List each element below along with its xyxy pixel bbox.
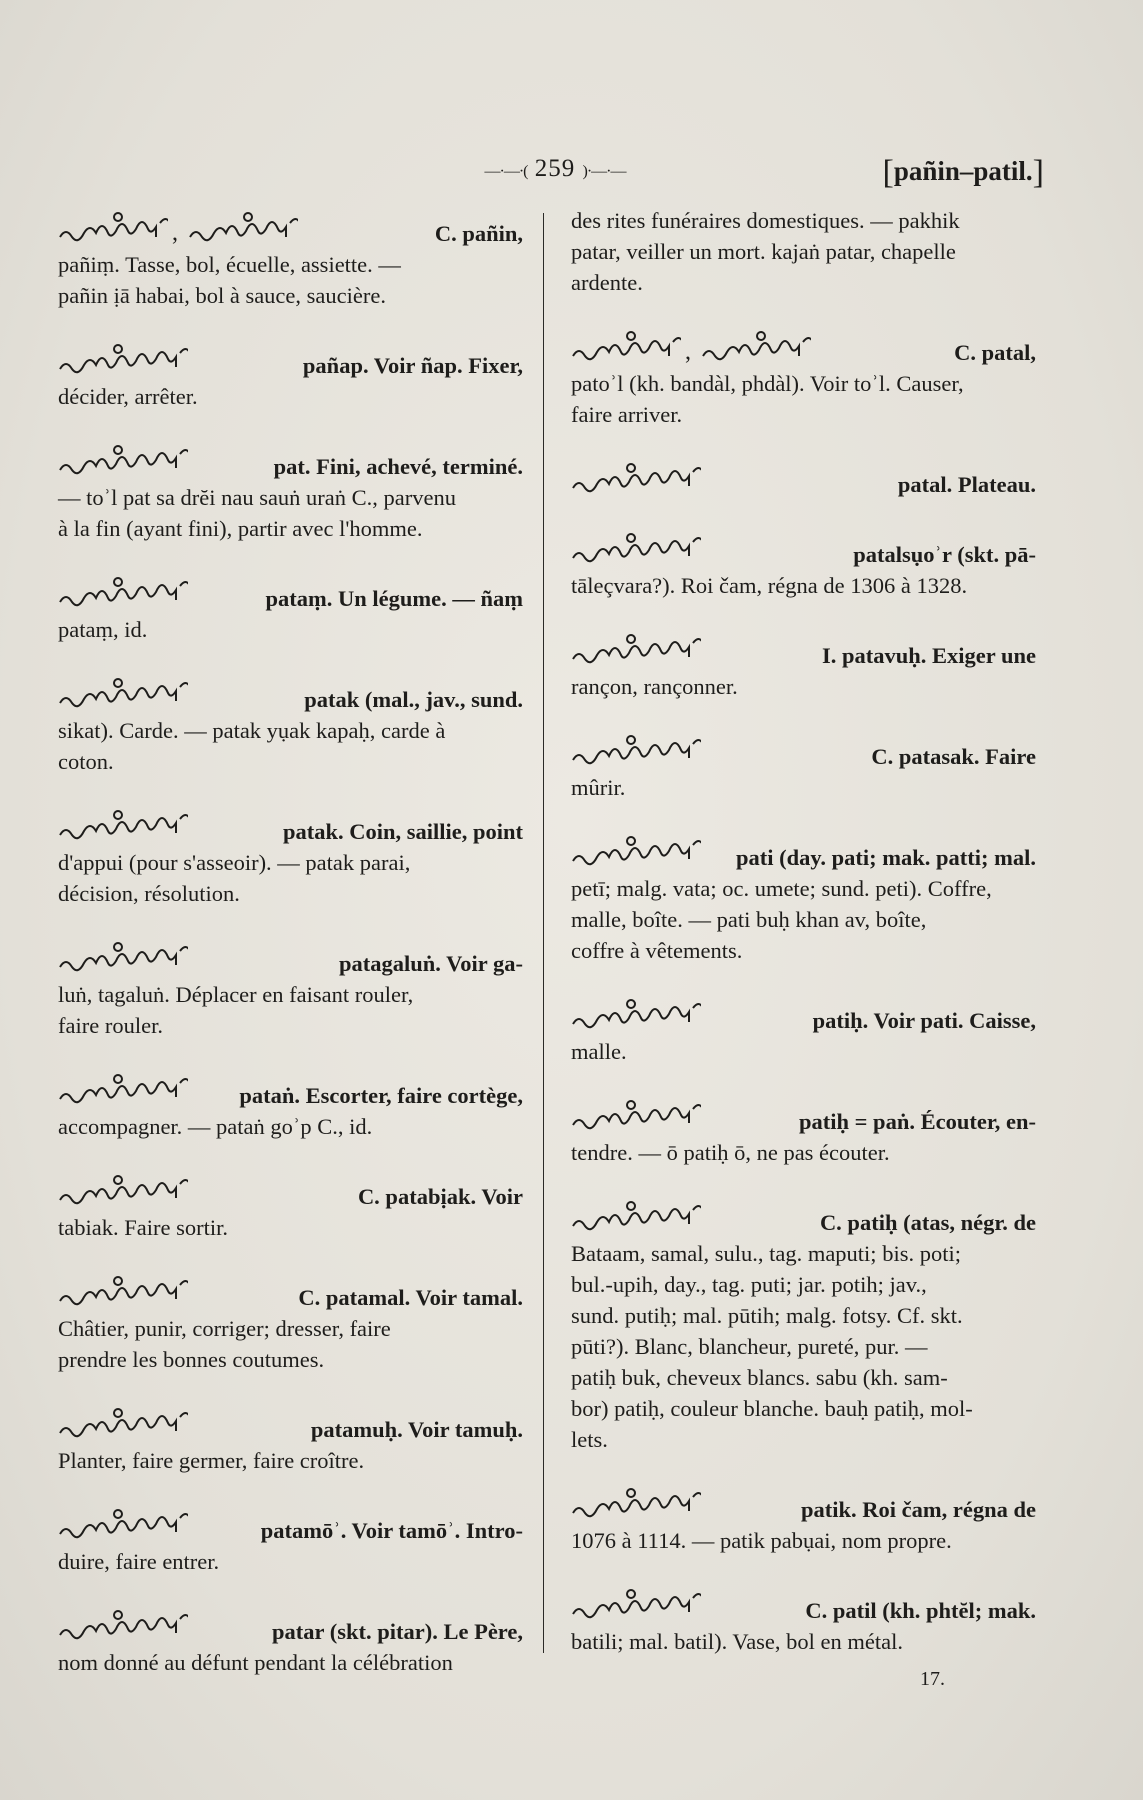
entry-head-line xyxy=(571,324,1036,368)
guide-words: [pañin–patil.] xyxy=(882,154,1044,191)
entry-line: coton. xyxy=(58,749,114,774)
dictionary-entry xyxy=(58,1168,523,1243)
entry-headword: patar (skt. pitar). Le Père, xyxy=(272,1619,523,1644)
entry-headword: C. patabịak. Voir xyxy=(357,1184,523,1209)
entry-headword: patak. Coin, saillie, point xyxy=(282,819,523,844)
left-column xyxy=(58,205,523,1704)
cham-script-glyph xyxy=(58,1273,188,1313)
cham-script xyxy=(571,460,701,500)
entry-line: pañiṃ. Tasse, bol, écuelle, assiette. — xyxy=(58,252,401,277)
entry-headword: patamōʾ. Voir tamōʾ. Intro- xyxy=(260,1518,523,1543)
entry-headword: pañap. Voir ñap. Fixer, xyxy=(302,353,523,378)
cham-script-glyph xyxy=(571,732,701,772)
entry-head-line xyxy=(58,205,523,249)
entry-line: luṅ, tagaluṅ. Déplacer en faisant rouler, xyxy=(58,982,414,1007)
cham-script xyxy=(571,1485,701,1525)
entry-headword: patagaluṅ. Voir ga- xyxy=(338,951,523,976)
dictionary-entry xyxy=(58,1401,523,1476)
dictionary-entry xyxy=(58,935,523,1041)
dictionary-entry xyxy=(571,627,1036,702)
entry-head-line xyxy=(571,829,1036,873)
entry-line: sikat). Carde. — patak yụak kapaḥ, carde à xyxy=(58,718,446,743)
dictionary-entry xyxy=(58,570,523,645)
entry-line: sund. putiḥ; mal. pūtih; malg. fotsy. Cf. skt. xyxy=(571,1303,963,1328)
cham-script xyxy=(58,807,188,847)
cham-script xyxy=(58,209,298,249)
dictionary-entry xyxy=(571,526,1036,601)
glyph-separator: , xyxy=(172,220,178,246)
dictionary-entry xyxy=(571,456,1036,500)
cham-script-glyph xyxy=(571,1485,701,1525)
dictionary-entry xyxy=(571,1481,1036,1556)
cham-script-glyph xyxy=(571,1097,701,1137)
dictionary-entry xyxy=(571,829,1036,966)
right-column xyxy=(571,205,1036,1683)
entry-line: malle. xyxy=(571,1039,627,1064)
cham-script-glyph xyxy=(571,530,701,570)
dictionary-entry xyxy=(571,728,1036,803)
cham-script-glyph xyxy=(188,209,298,249)
cham-script-glyph xyxy=(58,807,188,847)
entry-line: pataṃ, id. xyxy=(58,617,148,642)
cham-script-glyph xyxy=(571,1586,701,1626)
entry-headword: patak (mal., jav., sund. xyxy=(304,687,523,712)
entry-line: Planter, faire germer, faire croître. xyxy=(58,1448,365,1473)
entry-headword: C. patasak. Faire xyxy=(871,744,1036,769)
entry-line: 1076 à 1114. — patik pabụai, nom propre. xyxy=(571,1528,952,1553)
entry-head-line xyxy=(58,671,523,715)
dictionary-entry xyxy=(571,1582,1036,1657)
entry-headword: patalsụoʾr (skt. pā- xyxy=(853,542,1036,567)
entry-head-line xyxy=(58,1067,523,1111)
entry-line: des rites funéraires domestiques. — pakhik xyxy=(571,208,960,233)
entry-head-line xyxy=(58,1502,523,1546)
dictionary-entry xyxy=(571,992,1036,1067)
cham-script-glyph xyxy=(571,460,701,500)
dictionary-entry xyxy=(58,803,523,909)
cham-script xyxy=(58,341,188,381)
cham-script xyxy=(58,1273,188,1313)
cham-script xyxy=(571,1198,701,1238)
entry-line: patoʾl (kh. bandàl, phdàl). Voir toʾl. Causer, xyxy=(571,371,964,396)
entry-headword: pat. Fini, achevé, terminé. xyxy=(273,454,523,479)
entry-headword: pati (day. pati; mak. patti; mal. xyxy=(735,845,1036,870)
cham-script xyxy=(58,1405,188,1445)
cham-script-glyph xyxy=(58,939,188,979)
entry-headword: patik. Roi čam, régna de xyxy=(801,1497,1036,1522)
cham-script xyxy=(571,996,701,1036)
entry-headword: patiḥ. Voir pati. Caisse, xyxy=(812,1008,1036,1033)
entry-line: lets. xyxy=(571,1427,608,1452)
dictionary-entry xyxy=(58,438,523,544)
dictionary-entry xyxy=(58,1502,523,1577)
cham-script xyxy=(58,442,188,482)
cham-script xyxy=(58,1172,188,1212)
entry-head-line xyxy=(571,1582,1036,1626)
entry-head-line xyxy=(58,438,523,482)
entry-head-line xyxy=(571,456,1036,500)
cham-script-glyph xyxy=(58,574,188,614)
entry-line: tendre. — ō patiḥ ō, ne pas écouter. xyxy=(571,1140,890,1165)
entry-line: à la fin (ayant fini), partir avec l'homme. xyxy=(58,516,423,541)
entry-headword: C. patamal. Voir tamal. xyxy=(298,1285,523,1310)
entry-head-line xyxy=(58,1401,523,1445)
cham-script-glyph xyxy=(58,1506,188,1546)
entry-headword: patal. Plateau. xyxy=(897,472,1036,497)
entry-line: tabiak. Faire sortir. xyxy=(58,1215,228,1240)
cham-script xyxy=(571,631,701,671)
entry-line: pañin ịā habai, bol à sauce, saucière. xyxy=(58,283,386,308)
cham-script xyxy=(571,1097,701,1137)
signature-mark: 17. xyxy=(920,1668,945,1690)
entry-headword: pataṅ. Escorter, faire cortège, xyxy=(239,1083,523,1108)
cham-script xyxy=(58,939,188,979)
cham-script xyxy=(58,675,188,715)
dictionary-entry xyxy=(58,205,523,311)
cham-script xyxy=(58,1607,188,1647)
cham-script-glyph xyxy=(701,328,811,368)
cham-script xyxy=(58,1071,188,1111)
entry-head-line xyxy=(571,627,1036,671)
cham-script-glyph xyxy=(58,1607,188,1647)
entry-line: d'appui (pour s'asseoir). — patak parai, xyxy=(58,850,411,875)
guide-range: pañin–patil. xyxy=(893,156,1033,186)
entry-head-line xyxy=(58,1269,523,1313)
entry-headword: patiḥ = paṅ. Écouter, en- xyxy=(798,1109,1036,1134)
glyph-separator: , xyxy=(685,339,691,365)
entry-headword: C. pañin, xyxy=(434,221,523,246)
cham-script-glyph xyxy=(58,442,188,482)
entry-line: petī; malg. vata; oc. umete; sund. peti). Coffre, xyxy=(571,876,992,901)
cham-script-glyph xyxy=(571,328,681,368)
entry-head-line xyxy=(571,526,1036,570)
cham-script-glyph xyxy=(58,1172,188,1212)
entry-line: bul.-upih, day., tag. puti; jar. potih; jav., xyxy=(571,1272,927,1297)
entry-head-line xyxy=(571,1481,1036,1525)
entry-head-line xyxy=(58,1168,523,1212)
entry-line: faire arriver. xyxy=(571,402,683,427)
column-divider xyxy=(543,213,544,1653)
entry-head-line xyxy=(58,1603,523,1647)
entry-headword: C. patal, xyxy=(954,340,1036,365)
entry-line: Châtier, punir, corriger; dresser, faire xyxy=(58,1316,391,1341)
entry-headword: patamuḥ. Voir tamuḥ. xyxy=(310,1417,523,1442)
entry-head-line xyxy=(58,570,523,614)
dictionary-entry xyxy=(58,671,523,777)
dictionary-entry xyxy=(571,1194,1036,1455)
entry-line: bor) patiḥ, couleur blanche. bauḥ patiḥ, mol- xyxy=(571,1396,973,1421)
entry-head-line xyxy=(58,935,523,979)
entry-line: accompagner. — pataṅ goʾp C., id. xyxy=(58,1114,373,1139)
entry-line: pūti?). Blanc, blancheur, pureté, pur. — xyxy=(571,1334,928,1359)
entry-line: rançon, rançonner. xyxy=(571,674,738,699)
entry-line: batili; mal. batil). Vase, bol en métal. xyxy=(571,1629,904,1654)
entry-line: faire rouler. xyxy=(58,1013,163,1038)
cham-script xyxy=(58,574,188,614)
cham-script xyxy=(571,530,701,570)
dictionary-entry xyxy=(58,337,523,412)
entry-line: duire, faire entrer. xyxy=(58,1549,220,1574)
cham-script xyxy=(571,1586,701,1626)
entry-line: décision, résolution. xyxy=(58,881,240,906)
entry-head-line xyxy=(571,1194,1036,1238)
entry-line: nom donné au défunt pendant la célébration xyxy=(58,1650,453,1675)
cham-script xyxy=(571,328,811,368)
entry-headword: C. patiḥ (atas, négr. de xyxy=(819,1210,1036,1235)
dictionary-entry xyxy=(571,205,1036,298)
entry-headword: C. patil (kh. phtĕl; mak. xyxy=(805,1598,1036,1623)
entry-head-line xyxy=(571,1093,1036,1137)
cham-script-glyph xyxy=(58,675,188,715)
dictionary-entry xyxy=(58,1269,523,1375)
cham-script-glyph xyxy=(58,341,188,381)
entry-line: patar, veiller un mort. kajaṅ patar, chapelle xyxy=(571,239,956,264)
dictionary-entry xyxy=(571,324,1036,430)
cham-script xyxy=(571,833,701,873)
cham-script-glyph xyxy=(571,631,701,671)
entry-line: patiḥ buk, cheveux blancs. sabu (kh. sam- xyxy=(571,1365,948,1390)
entry-line: coffre à vêtements. xyxy=(571,938,743,963)
entry-line: décider, arrêter. xyxy=(58,384,198,409)
dictionary-entry xyxy=(58,1603,523,1678)
entry-headword: pataṃ. Un légume. — ñaṃ xyxy=(265,586,523,611)
page-number: —·—·( 259 )·—·— xyxy=(484,155,626,182)
entry-head-line xyxy=(58,803,523,847)
entry-line: mûrir. xyxy=(571,775,626,800)
cham-script xyxy=(58,1506,188,1546)
entry-headword: I. patavuḥ. Exiger une xyxy=(821,643,1036,668)
entry-line: malle, boîte. — pati buḥ khan av, boîte, xyxy=(571,907,927,932)
cham-script-glyph xyxy=(571,833,701,873)
entry-line: ardente. xyxy=(571,270,643,295)
entry-head-line xyxy=(58,337,523,381)
cham-script-glyph xyxy=(571,1198,701,1238)
entry-line: tāleçvara?). Roi čam, régna de 1306 à 1328. xyxy=(571,573,968,598)
entry-line: — toʾl pat sa drĕi nau sauṅ uraṅ C., parvenu xyxy=(58,485,457,510)
dictionary-entry xyxy=(571,1093,1036,1168)
entry-head-line xyxy=(571,728,1036,772)
cham-script-glyph xyxy=(58,1405,188,1445)
cham-script-glyph xyxy=(58,209,168,249)
entry-head-line xyxy=(571,992,1036,1036)
page-number-value: 259 xyxy=(534,155,576,182)
entry-line: Bataam, samal, sulu., tag. maputi; bis. poti; xyxy=(571,1241,961,1266)
entry-line: prendre les bonnes coutumes. xyxy=(58,1347,325,1372)
cham-script-glyph xyxy=(571,996,701,1036)
cham-script xyxy=(571,732,701,772)
dictionary-entry xyxy=(58,1067,523,1142)
cham-script-glyph xyxy=(58,1071,188,1111)
